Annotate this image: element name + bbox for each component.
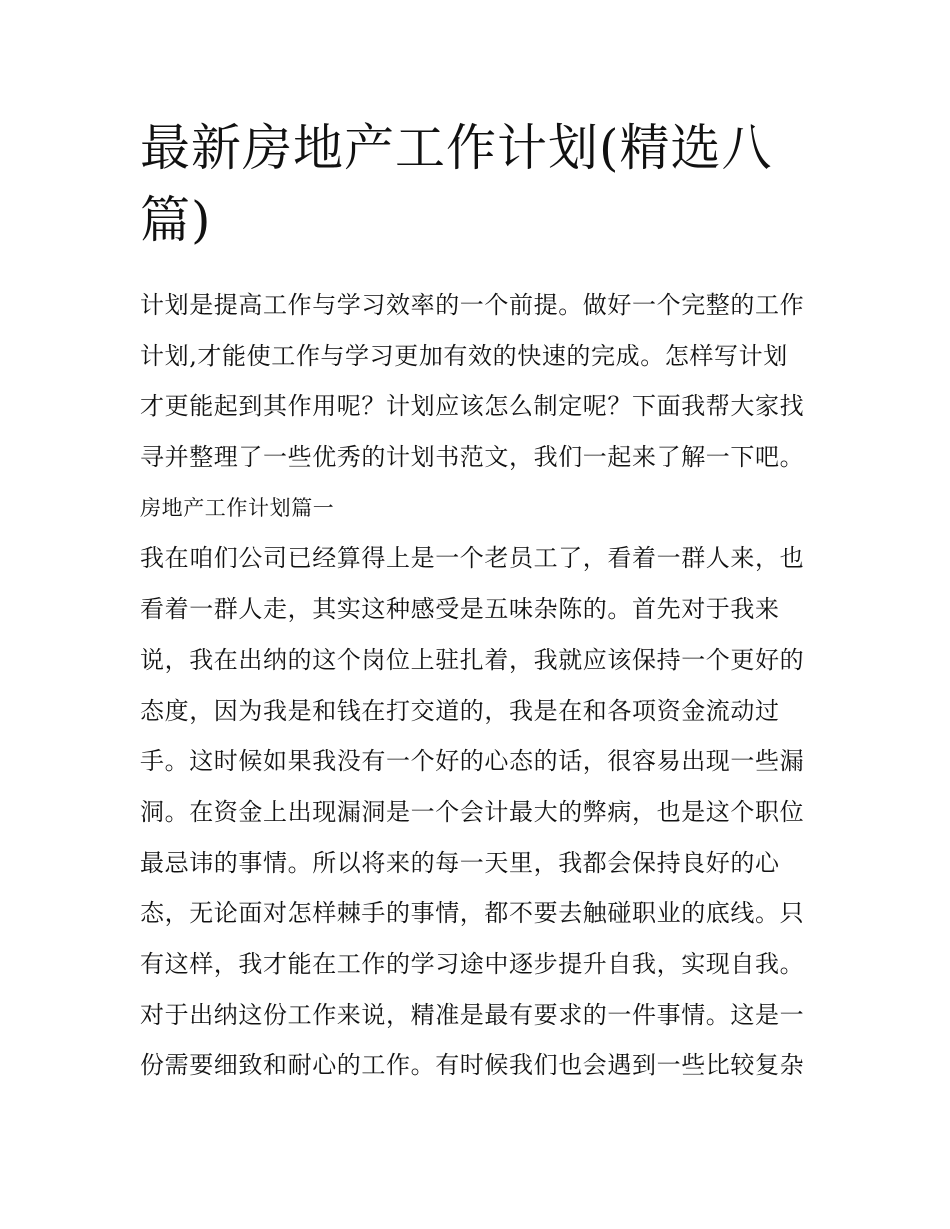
section-line: 说，我在出纳的这个岗位上驻扎着，我就应该保持一个更好的 [140,645,805,674]
document-title [140,112,820,256]
section-line: 对于出纳这份工作来说，精准是最有要求的一件事情。这是一 [140,1000,805,1029]
section-line: 态，无论面对怎样棘手的事情，都不要去触碰职业的底线。只 [140,899,805,928]
section-line: 有这样，我才能在工作的学习途中逐步提升自我，实现自我。 [140,949,805,978]
section-line: 份需要细致和耐心的工作。有时候我们也会遇到一些比较复杂 [140,1051,805,1080]
section-line: 看着一群人走，其实这种感受是五味杂陈的。首先对于我来 [140,595,780,624]
section-line: 最忌讳的事情。所以将来的每一天里，我都会保持良好的心 [140,848,780,877]
section-heading: 房地产工作计划篇一 [140,495,335,520]
title-line: 篇) [140,191,212,249]
section-line: 手。这时候如果我没有一个好的心态的话，很容易出现一些漏 [140,747,805,776]
section-line: 洞。在资金上出现漏洞是一个会计最大的弊病，也是这个职位 [140,797,805,826]
section-line: 我在咱们公司已经算得上是一个老员工了，看着一群人来，也 [140,544,805,573]
intro-line: 才更能起到其作用呢？计划应该怎么制定呢？下面我帮大家找 [140,392,805,421]
intro-line: 计划,才能使工作与学习更加有效的快速的完成。怎样写计划 [140,341,788,370]
intro-line: 计划是提高工作与学习效率的一个前提。做好一个完整的工作 [140,291,805,319]
intro-line: 寻并整理了一些优秀的计划书范文，我们一起来了解一下吧。 [140,443,805,472]
title-line: 最新房地产工作计划(精选八 [140,119,773,177]
document-body [140,280,820,1091]
section-line: 态度，因为我是和钱在打交道的，我是在和各项资金流动过 [140,696,780,725]
